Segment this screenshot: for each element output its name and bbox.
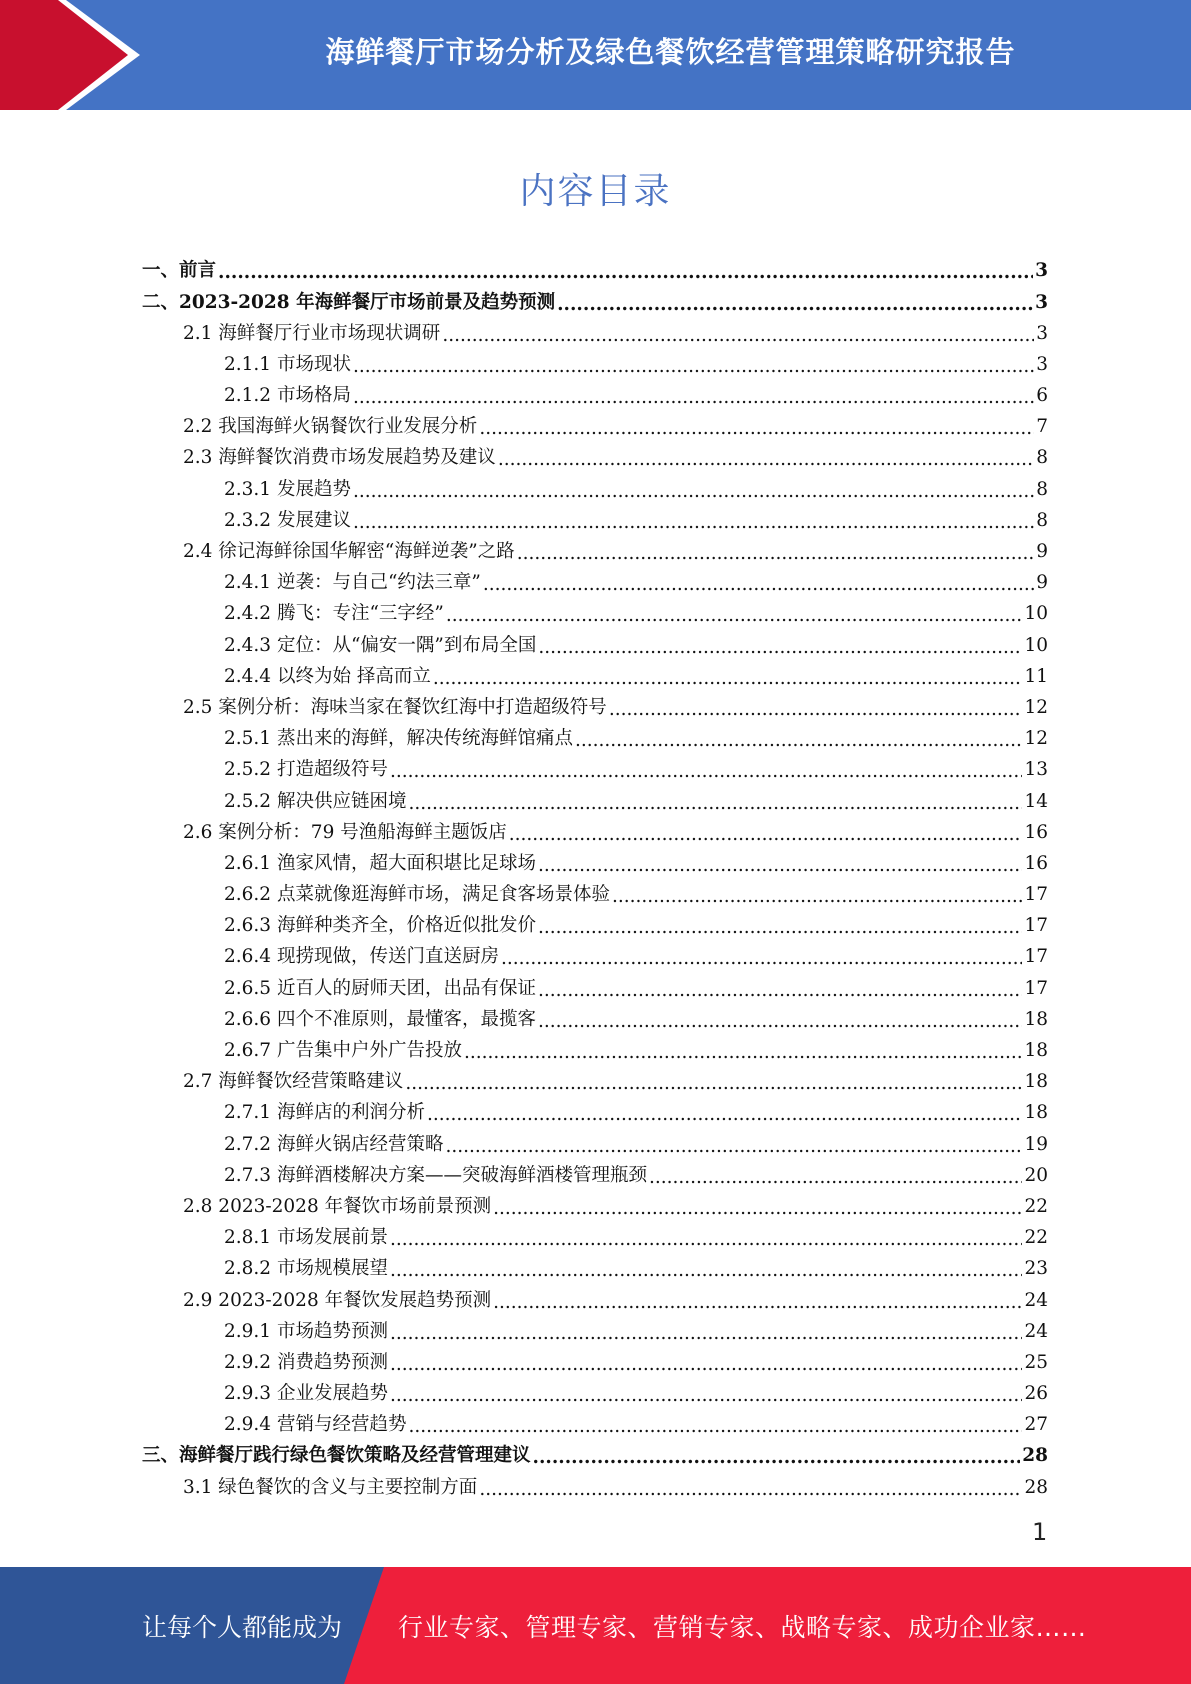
- toc-entry-label: 2.1.2 市场格局: [224, 385, 351, 407]
- toc-leader-dots: [353, 514, 1034, 533]
- header-arrow-decoration: [0, 0, 140, 110]
- toc-entry-label: 2.6.5 近百人的厨师天团，出品有保证: [224, 977, 536, 999]
- toc-leader-dots: [493, 1200, 1022, 1219]
- toc-entry-page: 13: [1024, 759, 1048, 781]
- toc-entry-page: 8: [1036, 478, 1048, 500]
- toc-entry-page: 18: [1024, 1040, 1048, 1062]
- toc-entry-label: 2.6.3 海鲜种类齐全，价格近似批发价: [224, 915, 536, 937]
- toc-entry-page: 10: [1024, 634, 1048, 656]
- toc-entry-label: 2.2 我国海鲜火锅餐饮行业发展分析: [183, 416, 478, 438]
- toc-entry-label: 2.7.2 海鲜火锅店经营策略: [224, 1133, 444, 1155]
- toc-leader-dots: [464, 1044, 1022, 1063]
- toc-leader-dots: [446, 607, 1023, 626]
- toc-entry[interactable]: [142, 693, 1048, 724]
- toc-entry-label: 2.6.1 渔家风情，超大面积堪比足球场: [224, 852, 536, 874]
- toc-leader-dots: [408, 1418, 1022, 1437]
- toc-leader-dots: [433, 670, 1023, 689]
- toc-leader-dots: [501, 950, 1022, 969]
- toc-entry[interactable]: [142, 350, 1048, 381]
- toc-entry-page: 6: [1036, 385, 1048, 407]
- toc-entry[interactable]: [142, 911, 1048, 942]
- toc-entry-page: 7: [1036, 416, 1048, 438]
- toc-entry-page: 12: [1024, 728, 1048, 750]
- toc-entry-page: 16: [1024, 821, 1048, 843]
- page-footer: [0, 1567, 1191, 1684]
- toc-entry-page: 17: [1024, 915, 1048, 937]
- page-number: 1: [1032, 1518, 1048, 1546]
- toc-entry-page: 9: [1036, 541, 1048, 563]
- toc-entry-page: 3: [1036, 353, 1048, 375]
- toc-leader-dots: [612, 888, 1022, 907]
- toc-entry-page: 10: [1024, 603, 1048, 625]
- toc-leader-dots: [353, 358, 1034, 377]
- toc-entry[interactable]: [142, 568, 1048, 599]
- toc-leader-dots: [538, 982, 1022, 1001]
- toc-entry-label: 2.6.6 四个不准原则，最懂客，最揽客: [224, 1008, 536, 1030]
- toc-entry[interactable]: [142, 817, 1048, 848]
- toc-leader-dots: [483, 576, 1034, 595]
- toc-entry[interactable]: [142, 256, 1048, 287]
- toc-entry[interactable]: [142, 1316, 1048, 1347]
- toc-entry[interactable]: [142, 537, 1048, 568]
- toc-entry-label: 2.3 海鲜餐饮消费市场发展趋势及建议: [183, 447, 496, 469]
- toc-leader-dots: [538, 1013, 1022, 1032]
- toc-entry-page: 18: [1024, 1008, 1048, 1030]
- toc-leader-dots: [575, 732, 1022, 751]
- toc-entry[interactable]: [142, 973, 1048, 1004]
- toc-leader-dots: [445, 1138, 1022, 1157]
- toc-leader-dots: [649, 1169, 1022, 1188]
- toc-entry-page: 19: [1024, 1133, 1048, 1155]
- toc-entry-label: 2.8.1 市场发展前景: [224, 1227, 388, 1249]
- toc-entry-page: 24: [1024, 1289, 1048, 1311]
- toc-entry[interactable]: [142, 1441, 1048, 1472]
- toc-entry-page: 9: [1036, 572, 1048, 594]
- toc-leader-dots: [538, 639, 1022, 658]
- toc-entry-page: 18: [1024, 1102, 1048, 1124]
- toc-entry[interactable]: [142, 1005, 1048, 1036]
- toc-entry[interactable]: [142, 1067, 1048, 1098]
- toc-entry-label: 2.3.2 发展建议: [224, 509, 351, 531]
- toc-entry-label: 2.8 2023-2028 年餐饮市场前景预测: [183, 1195, 492, 1217]
- toc-leader-dots: [218, 264, 1033, 283]
- toc-entry[interactable]: [142, 1472, 1048, 1503]
- toc-entry[interactable]: [142, 599, 1048, 630]
- toc-leader-dots: [390, 1356, 1022, 1375]
- toc-leader-dots: [498, 451, 1034, 470]
- toc-entry-page: 17: [1024, 884, 1048, 906]
- toc-entry-label: 2.7 海鲜餐饮经营策略建议: [183, 1071, 404, 1093]
- toc-entry-label: 2.8.2 市场规模展望: [224, 1258, 388, 1280]
- toc-entry-page: 11: [1024, 665, 1048, 687]
- toc-entry[interactable]: [142, 1410, 1048, 1441]
- toc-entry[interactable]: [142, 412, 1048, 443]
- toc-leader-dots: [353, 483, 1034, 502]
- toc-entry-page: 24: [1024, 1320, 1048, 1342]
- toc-leader-dots: [533, 1449, 1021, 1468]
- toc-entry-label: 三、海鲜餐厅践行绿色餐饮策略及经营管理建议: [142, 1445, 531, 1467]
- toc-entry-label: 2.9.1 市场趋势预测: [224, 1320, 388, 1342]
- toc-entry-page: 18: [1024, 1071, 1048, 1093]
- toc-entry-label: 2.4.4 以终为始 择高而立: [224, 665, 431, 687]
- toc-entry-page: 22: [1024, 1195, 1048, 1217]
- toc-entry-label: 2.6.7 广告集中户外广告投放: [224, 1040, 462, 1062]
- toc-entry-label: 2.9.4 营销与经营趋势: [224, 1414, 407, 1436]
- toc-entry[interactable]: [142, 1285, 1048, 1316]
- toc-entry-label: 2.5 案例分析：海味当家在餐饮红海中打造超级符号: [183, 696, 607, 718]
- toc-entry-page: 27: [1024, 1414, 1048, 1436]
- toc-entry-page: 22: [1024, 1227, 1048, 1249]
- toc-entry-label: 2.7.1 海鲜店的利润分析: [224, 1102, 425, 1124]
- toc-leader-dots: [557, 296, 1033, 315]
- toc-leader-dots: [509, 826, 1023, 845]
- toc-entry-label: 2.4.3 定位：从“偏安一隅”到布局全国: [224, 634, 537, 656]
- toc-entry-page: 28: [1022, 1445, 1048, 1467]
- toc-entry[interactable]: [142, 381, 1048, 412]
- toc-entry[interactable]: [142, 443, 1048, 474]
- toc-entry[interactable]: [142, 724, 1048, 755]
- toc-entry-page: 26: [1024, 1383, 1048, 1405]
- toc-leader-dots: [538, 919, 1022, 938]
- toc-entry[interactable]: [142, 1160, 1048, 1191]
- toc-entry-page: 16: [1024, 852, 1048, 874]
- toc-leader-dots: [390, 1262, 1022, 1281]
- toc-heading: 内容目录: [519, 171, 672, 212]
- toc-entry[interactable]: [142, 849, 1048, 880]
- toc-entry[interactable]: [142, 506, 1048, 537]
- toc-entry[interactable]: [142, 1098, 1048, 1129]
- page-header: [0, 0, 1191, 110]
- toc-entry-label: 2.5.2 解决供应链困境: [224, 790, 407, 812]
- toc-leader-dots: [442, 327, 1034, 346]
- toc-entry-label: 2.4.1 逆袭：与自己“约法三章”: [224, 572, 481, 594]
- toc-entry-page: 14: [1024, 790, 1048, 812]
- toc-entry-page: 23: [1024, 1258, 1048, 1280]
- toc-entry-page: 20: [1024, 1164, 1048, 1186]
- toc-entry[interactable]: [142, 755, 1048, 786]
- toc-entry-label: 2.6.2 点菜就像逛海鲜市场，满足食客场景体验: [224, 884, 610, 906]
- toc-entry-page: 17: [1024, 977, 1048, 999]
- toc-entry-page: 25: [1024, 1351, 1048, 1373]
- toc-entry[interactable]: [142, 1192, 1048, 1223]
- toc-entry-page: 3: [1035, 260, 1048, 282]
- footer-slogan-right: 行业专家、管理专家、营销专家、战略专家、成功企业家……: [398, 1612, 1087, 1642]
- toc-entry[interactable]: [142, 880, 1048, 911]
- toc-entry[interactable]: [142, 630, 1048, 661]
- toc-entry-label: 2.9 2023-2028 年餐饮发展趋势预测: [183, 1289, 492, 1311]
- toc-leader-dots: [408, 795, 1022, 814]
- toc-entry-label: 2.1 海鲜餐厅行业市场现状调研: [183, 322, 441, 344]
- toc-entry-label: 2.5.2 打造超级符号: [224, 759, 388, 781]
- toc-entry-label: 2.9.3 企业发展趋势: [224, 1383, 388, 1405]
- toc-leader-dots: [353, 389, 1034, 408]
- toc-leader-dots: [538, 857, 1022, 876]
- toc-entry-label: 2.4.2 腾飞：专注“三字经”: [224, 603, 444, 625]
- toc-leader-dots: [390, 763, 1022, 782]
- toc-entry-label: 2.5.1 蒸出来的海鲜，解决传统海鲜馆痛点: [224, 728, 573, 750]
- toc-entry[interactable]: [142, 1348, 1048, 1379]
- toc-entry-label: 2.1.1 市场现状: [224, 353, 351, 375]
- toc-entry-label: 2.9.2 消费趋势预测: [224, 1351, 388, 1373]
- toc-entry-label: 2.3.1 发展趋势: [224, 478, 351, 500]
- toc-entry[interactable]: [142, 474, 1048, 505]
- toc-entry-page: 28: [1024, 1476, 1048, 1498]
- footer-slogan-left: 让每个人都能成为: [142, 1612, 343, 1642]
- toc-leader-dots: [609, 701, 1023, 720]
- toc-leader-dots: [390, 1231, 1022, 1250]
- toc-leader-dots: [517, 545, 1035, 564]
- toc-leader-dots: [427, 1106, 1022, 1125]
- toc-entry[interactable]: [142, 1223, 1048, 1254]
- toc-entry[interactable]: [142, 1036, 1048, 1067]
- toc-entry[interactable]: [142, 1129, 1048, 1160]
- toc-entry-page: 12: [1024, 696, 1048, 718]
- toc-entry[interactable]: [142, 287, 1048, 318]
- toc-entry-page: 8: [1036, 447, 1048, 469]
- toc-entry-page: 3: [1036, 322, 1048, 344]
- toc-entry-page: 8: [1036, 509, 1048, 531]
- toc-entry-label: 二、2023-2028 年海鲜餐厅市场前景及趋势预测: [142, 291, 556, 313]
- toc-entry-page: 17: [1024, 946, 1048, 968]
- toc-entry[interactable]: [142, 942, 1048, 973]
- toc-entry-label: 2.7.3 海鲜酒楼解决方案——突破海鲜酒楼管理瓶颈: [224, 1164, 647, 1186]
- toc-entry-label: 3.1 绿色餐饮的含义与主要控制方面: [183, 1476, 478, 1498]
- toc-entry[interactable]: [142, 318, 1048, 349]
- toc-leader-dots: [493, 1294, 1022, 1313]
- toc-entry-label: 2.6.4 现捞现做，传送门直送厨房: [224, 946, 499, 968]
- toc-leader-dots: [405, 1075, 1022, 1094]
- toc-entry-label: 2.6 案例分析：79 号渔船海鲜主题饭店: [183, 821, 507, 843]
- toc-entry[interactable]: [142, 1379, 1048, 1410]
- toc-leader-dots: [390, 1387, 1022, 1406]
- toc-leader-dots: [479, 420, 1034, 439]
- report-title: 海鲜餐厅市场分析及绿色餐饮经营管理策略研究报告: [325, 34, 1016, 69]
- toc-leader-dots: [479, 1481, 1022, 1500]
- toc-entry[interactable]: [142, 1254, 1048, 1285]
- toc-entry-label: 2.4 徐记海鲜徐国华解密“海鲜逆袭”之路: [183, 541, 515, 563]
- toc-leader-dots: [390, 1325, 1022, 1344]
- toc-entry-label: 一、前言: [142, 260, 217, 282]
- toc-entry[interactable]: [142, 786, 1048, 817]
- table-of-contents: [142, 256, 1048, 1504]
- toc-entry[interactable]: [142, 661, 1048, 692]
- toc-entry-page: 3: [1035, 291, 1048, 313]
